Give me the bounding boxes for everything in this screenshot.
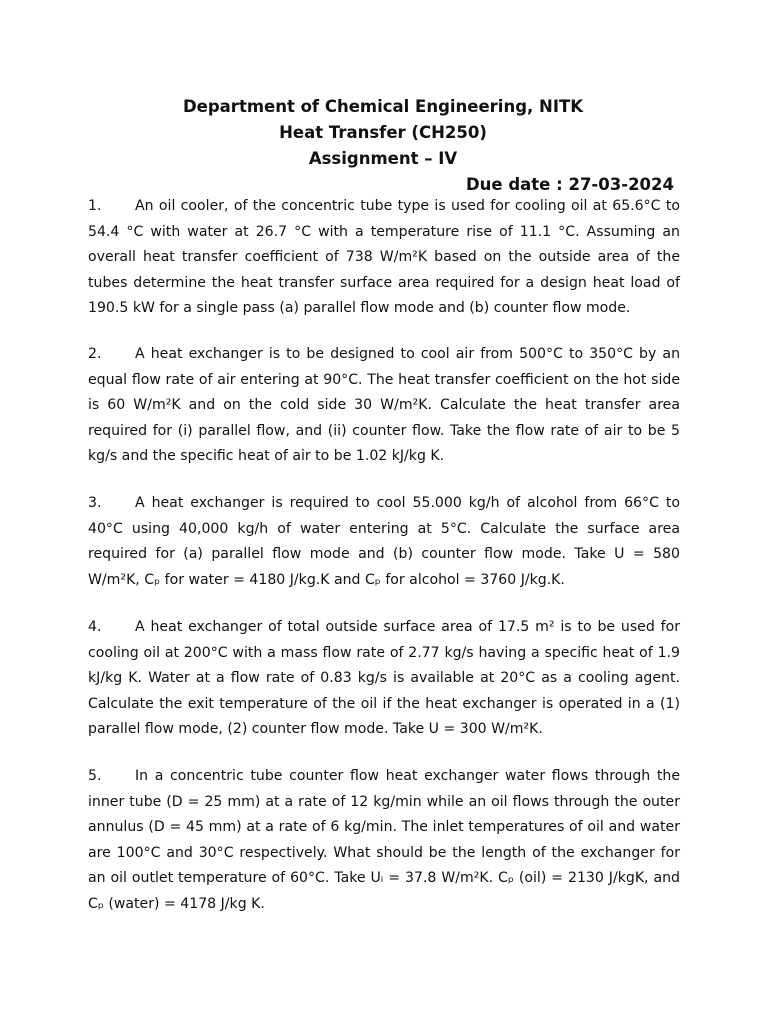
course-title: Heat Transfer (CH250)	[279, 123, 487, 142]
question-text: A heat exchanger is required to cool 55.000 kg/h of alcohol from 66°C to 40°C using 40,000 kg/h of water entering at 5°C. Calculate the surface area required for (a) parallel flow mode and (b) counter flow mode. Take U = 580 W/m²K, Cₚ for water = 4180 J/kg.K and Cₚ for alcohol = 3760 J/kg.K.	[88, 495, 680, 588]
question-number: 4.	[88, 619, 102, 635]
question-2	[88, 342, 680, 470]
question-number: 3.	[88, 495, 102, 511]
department-title: Department of Chemical Engineering, NITK	[182, 97, 584, 116]
question-5	[88, 764, 680, 917]
assignment-header	[88, 94, 678, 198]
question-4	[88, 615, 680, 743]
question-text: A heat exchanger is to be designed to cool air from 500°C to 350°C by an equal flow rate of air entering at 90°C. The heat transfer coefficient on the hot side is 60 W/m²K and on the cold side 30 W/m²K. Calculate the heat transfer area required for (i) parallel flow, and (ii) counter flow. Take the flow rate of air to be 5 kg/s and the specific heat of air to be 1.02 kJ/kg K.	[88, 346, 680, 464]
question-number: 5.	[88, 768, 102, 784]
question-text: A heat exchanger of total outside surface area of 17.5 m² is to be used for cooling oil at 200°C with a mass flow rate of 2.77 kg/s having a specific heat of 1.9 kJ/kg K. Water at a flow rate of 0.83 kg/s is available at 20°C as a cooling agent. Calculate the exit temperature of the oil if the heat exchanger is operated in a (1) parallel flow mode, (2) counter flow mode. Take U = 300 W/m²K.	[88, 619, 680, 737]
due-date: Due date : 27-03-2024	[465, 175, 674, 194]
question-text: An oil cooler, of the concentric tube type is used for cooling oil at 65.6°C to 54.4 °C with water at 26.7 °C with a temperature rise of 11.1 °C. Assuming an overall heat transfer coefficient of 738 W/m²K based on the outside area of the tubes determine the heat transfer surface area required for a design heat load of 190.5 kW for a single pass (a) parallel flow mode and (b) counter flow mode.	[88, 198, 680, 316]
question-text: In a concentric tube counter flow heat exchanger water flows through the inner tube (D = 25 mm) at a rate of 12 kg/min while an oil flows through the outer annulus (D = 45 mm) at a rate of 6 kg/min. The inlet temperatures of oil and water are 100°C and 30°C respectively. What should be the length of the exchanger for an oil outlet temperature of 60°C. Take Uᵢ = 37.8 W/m²K. Cₚ (oil) = 2130 J/kgK, and Cₚ (water) = 4178 J/kg K.	[88, 768, 680, 912]
question-1	[88, 194, 680, 322]
question-number: 1.	[88, 198, 102, 214]
question-3	[88, 491, 680, 593]
question-number: 2.	[88, 346, 102, 362]
assignment-title: Assignment – IV	[308, 149, 458, 168]
